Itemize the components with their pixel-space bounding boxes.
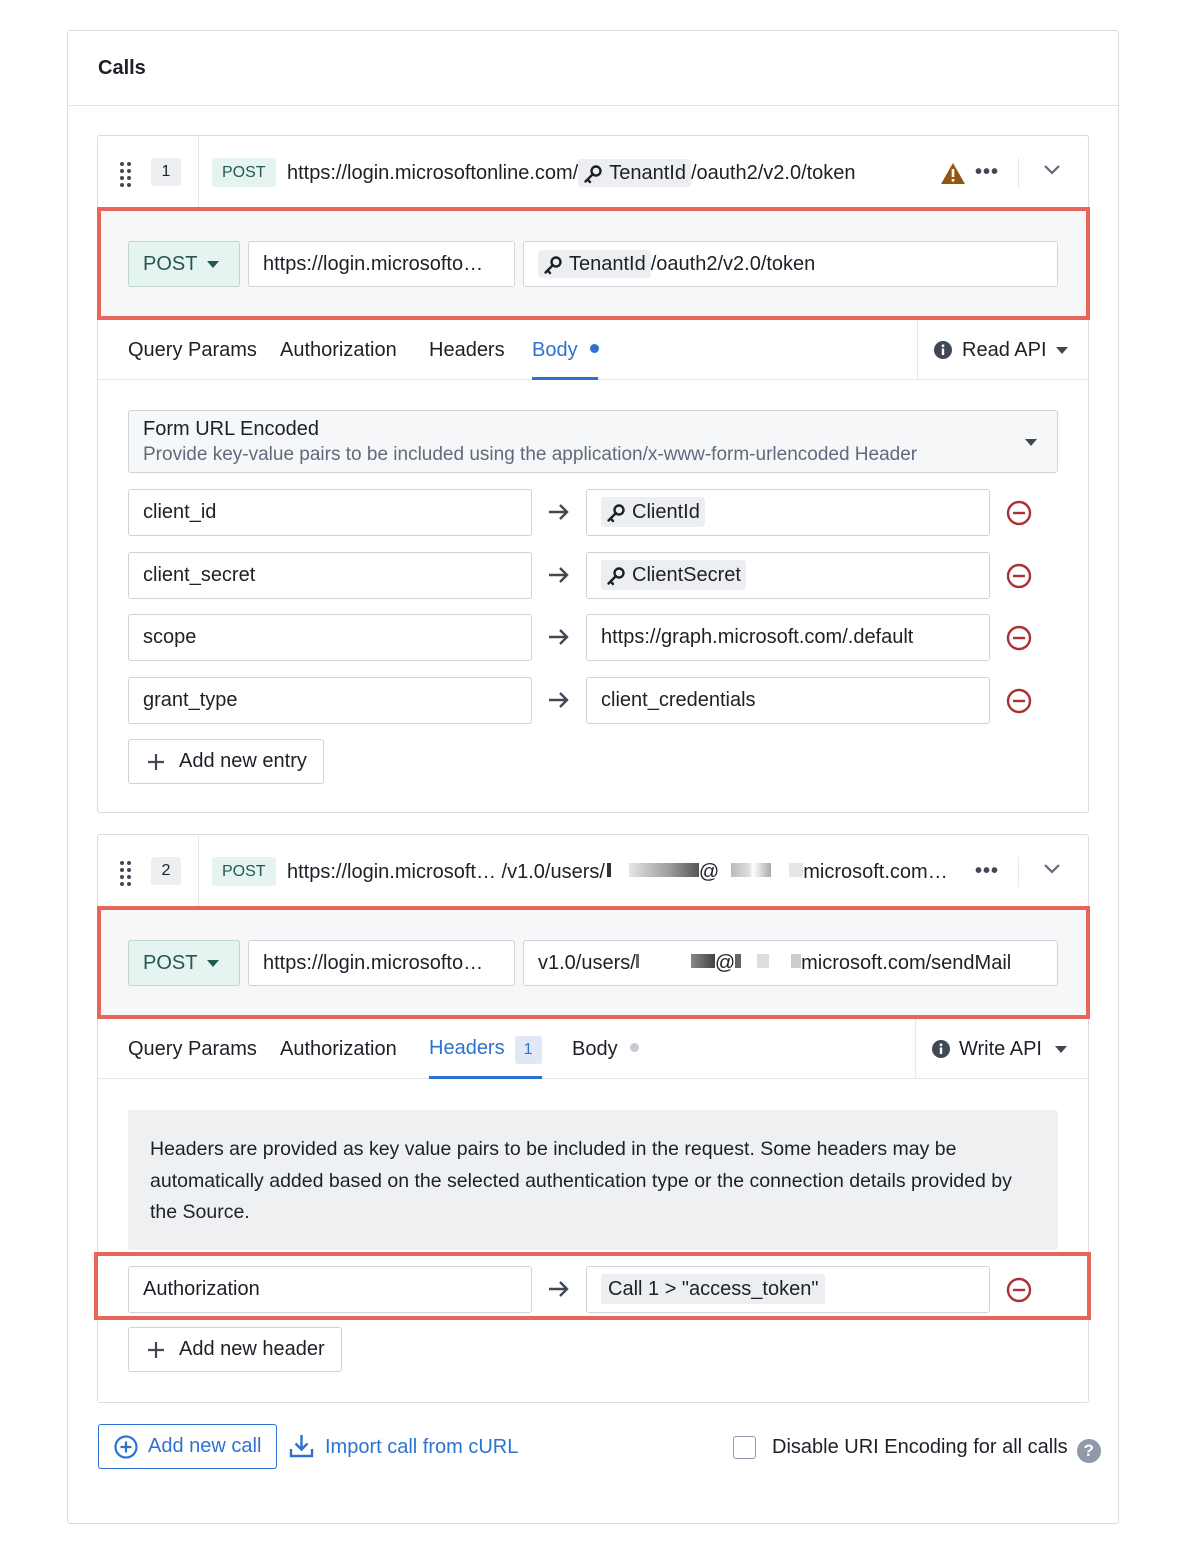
key-icon bbox=[606, 566, 626, 586]
modified-dot bbox=[590, 344, 599, 353]
key-icon bbox=[606, 503, 626, 523]
entry-value-input[interactable]: https://graph.microsoft.com/.default bbox=[586, 614, 990, 661]
divider bbox=[1018, 158, 1019, 188]
redacted-text bbox=[757, 954, 769, 968]
call-card-2 bbox=[97, 834, 1089, 1403]
arrow-right-icon bbox=[548, 627, 570, 647]
header-key-input[interactable]: Authorization bbox=[128, 1266, 532, 1313]
method-select[interactable]: POST bbox=[128, 241, 240, 287]
entry-value-input[interactable]: client_credentials bbox=[586, 677, 990, 724]
active-tab-indicator bbox=[429, 1076, 542, 1079]
key-icon bbox=[583, 164, 603, 184]
tab-query-params[interactable]: Query Params bbox=[128, 1038, 257, 1060]
redacted-text bbox=[629, 863, 699, 877]
remove-entry-icon[interactable] bbox=[1006, 688, 1032, 714]
secret-chip: ClientId bbox=[601, 497, 705, 527]
call-number: 1 bbox=[151, 158, 181, 186]
request-url-row bbox=[98, 907, 1088, 1019]
disable-uri-checkbox[interactable] bbox=[733, 1436, 756, 1459]
tab-authorization[interactable]: Authorization bbox=[280, 339, 397, 361]
reference-chip: Call 1 > "access_token" bbox=[601, 1274, 825, 1304]
warning-icon bbox=[940, 162, 966, 185]
arrow-right-icon bbox=[548, 502, 570, 522]
more-options-icon[interactable]: ••• bbox=[975, 161, 1000, 183]
tab-body[interactable]: Body bbox=[532, 336, 599, 364]
tab-authorization[interactable]: Authorization bbox=[280, 1038, 397, 1060]
request-tabs bbox=[98, 320, 1088, 380]
chevron-down-icon[interactable] bbox=[1043, 863, 1061, 875]
api-type-select[interactable]: Write API bbox=[915, 1019, 1089, 1079]
header-entry-row bbox=[128, 1266, 1038, 1313]
tab-headers[interactable]: Headers 1 bbox=[429, 1034, 542, 1064]
body-entry-row bbox=[128, 614, 1038, 661]
remove-entry-icon[interactable] bbox=[1006, 563, 1032, 589]
method-tag: POST bbox=[212, 857, 276, 886]
divider bbox=[198, 136, 199, 208]
arrow-right-icon bbox=[548, 690, 570, 710]
request-url-row bbox=[98, 208, 1088, 320]
plus-icon bbox=[147, 753, 165, 771]
call-2-header[interactable] bbox=[98, 835, 1088, 907]
call-url-summary bbox=[287, 159, 856, 187]
redacted-text bbox=[735, 954, 741, 968]
key-icon bbox=[543, 255, 563, 275]
arrow-right-icon bbox=[548, 1279, 570, 1299]
add-entry-button[interactable]: Add new entry bbox=[128, 739, 324, 784]
section-title: Calls bbox=[98, 57, 146, 79]
unmodified-dot bbox=[630, 1043, 639, 1052]
info-icon bbox=[932, 1040, 950, 1058]
body-type-select[interactable]: Form URL Encoded Provide key-value pairs to be included using the application/x-www-form-urlencoded Header bbox=[128, 410, 1058, 473]
url-prefix: https://login.microsoftonline.com/ bbox=[287, 162, 579, 184]
remove-header-icon[interactable] bbox=[1006, 1277, 1032, 1303]
help-icon[interactable]: ? bbox=[1077, 1439, 1101, 1463]
divider bbox=[1018, 857, 1019, 887]
arrow-right-icon bbox=[548, 565, 570, 585]
secret-chip: ClientSecret bbox=[601, 560, 746, 590]
add-header-button[interactable]: Add new header bbox=[128, 1327, 342, 1372]
call-1-header[interactable] bbox=[98, 136, 1088, 208]
tab-headers[interactable]: Headers bbox=[429, 339, 505, 361]
body-entry-row bbox=[128, 552, 1038, 599]
call-card-1 bbox=[97, 135, 1089, 813]
headers-count-badge: 1 bbox=[515, 1036, 542, 1064]
remove-entry-icon[interactable] bbox=[1006, 625, 1032, 651]
plus-icon bbox=[147, 1341, 165, 1359]
divider bbox=[198, 835, 199, 907]
active-tab-indicator bbox=[532, 377, 598, 380]
entry-key-input[interactable]: scope bbox=[128, 614, 532, 661]
path-input[interactable]: v1.0/users/ @ microsoft.com/sendMail bbox=[523, 940, 1058, 986]
method-select[interactable]: POST bbox=[128, 940, 240, 986]
call-number: 2 bbox=[151, 857, 181, 885]
tab-body[interactable]: Body bbox=[572, 1035, 639, 1063]
add-circle-icon bbox=[114, 1435, 138, 1459]
redacted-text bbox=[731, 863, 771, 877]
redacted-text bbox=[789, 863, 803, 877]
entry-value-input[interactable] bbox=[586, 552, 990, 599]
disable-uri-encoding[interactable]: Disable URI Encoding for all calls ? bbox=[733, 1433, 1101, 1463]
base-url-input[interactable]: https://login.microsofto… bbox=[248, 241, 515, 287]
path-input[interactable]: TenantId /oauth2/v2.0/token bbox=[523, 241, 1058, 287]
remove-entry-icon[interactable] bbox=[1006, 500, 1032, 526]
redacted-text bbox=[636, 954, 639, 968]
chevron-down-icon[interactable] bbox=[1043, 164, 1061, 176]
api-type-select[interactable]: Read API bbox=[917, 320, 1089, 380]
info-icon bbox=[934, 341, 952, 359]
entry-value-input[interactable] bbox=[586, 489, 990, 536]
download-icon bbox=[289, 1433, 314, 1459]
call-url-summary: https://login.microsoft… /v1.0/users/ @ microsoft.com… bbox=[287, 861, 948, 883]
add-new-call-button[interactable]: Add new call bbox=[98, 1424, 277, 1469]
drag-handle-icon[interactable] bbox=[120, 861, 132, 883]
request-tabs bbox=[98, 1019, 1088, 1079]
url-suffix: /oauth2/v2.0/token bbox=[690, 162, 856, 184]
redacted-text bbox=[607, 863, 611, 877]
secret-chip: TenantId bbox=[578, 159, 691, 187]
redacted-text bbox=[691, 954, 715, 968]
title-divider bbox=[68, 105, 1118, 106]
headers-info-callout: Headers are provided as key value pairs to be included in the request. Some headers may be automatically added based on the selected authentication type or the connection details provided by the Source. bbox=[128, 1110, 1058, 1250]
drag-handle-icon[interactable] bbox=[120, 162, 132, 184]
entry-key-input[interactable]: client_secret bbox=[128, 552, 532, 599]
header-value-input[interactable] bbox=[586, 1266, 990, 1313]
more-options-icon[interactable]: ••• bbox=[975, 860, 1000, 882]
secret-chip: TenantId bbox=[538, 250, 651, 278]
entry-key-input[interactable]: client_id bbox=[128, 489, 532, 536]
base-url-input[interactable]: https://login.microsofto… bbox=[248, 940, 515, 986]
method-tag: POST bbox=[212, 158, 276, 187]
tab-query-params[interactable]: Query Params bbox=[128, 339, 257, 361]
entry-key-input[interactable]: grant_type bbox=[128, 677, 532, 724]
import-curl-link[interactable]: Import call from cURL bbox=[289, 1433, 518, 1461]
body-entry-row bbox=[128, 677, 1038, 724]
redacted-text bbox=[791, 954, 801, 968]
body-entry-row bbox=[128, 489, 1038, 536]
